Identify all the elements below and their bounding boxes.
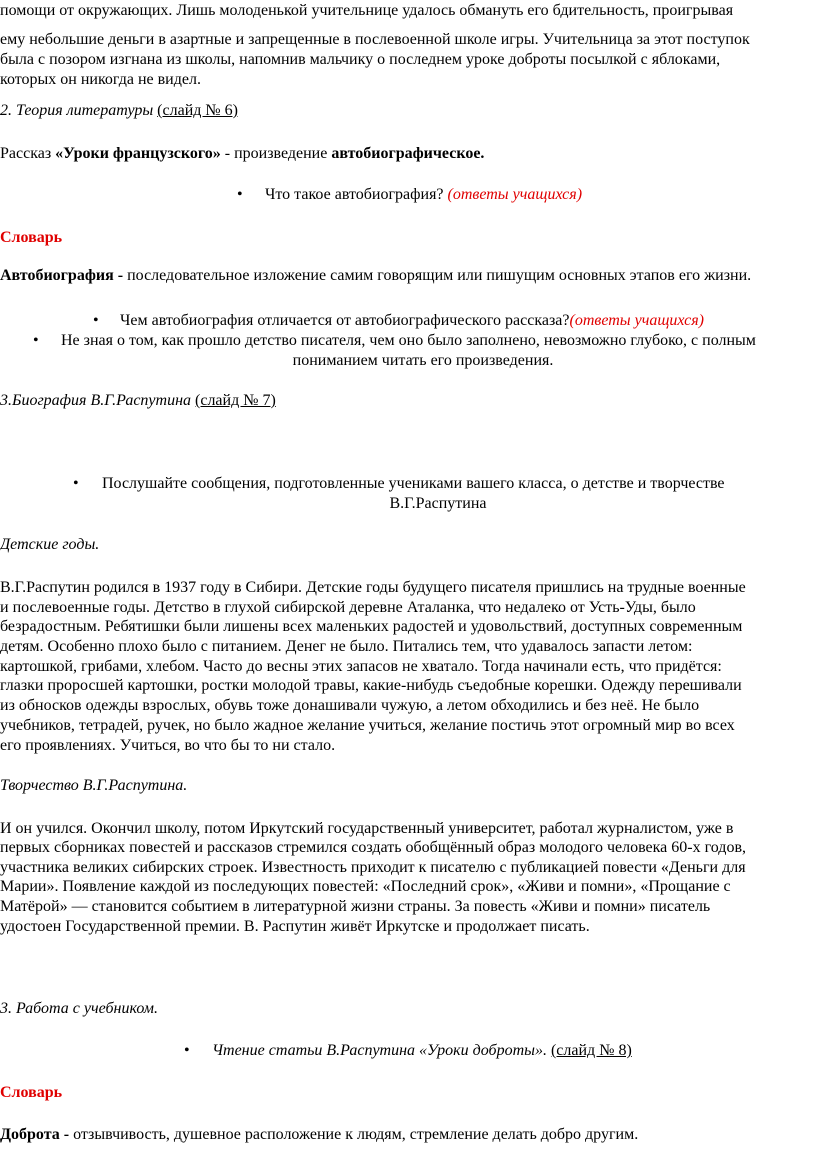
- text-line: участника великих сибирских строек. Известность приходит к писателю с публикацией повести «Деньги для: [0, 859, 746, 876]
- section-heading-biography: [0, 391, 276, 410]
- answer-note: (ответы учащихся): [569, 312, 704, 329]
- text-line: и послевоенные годы. Детство в глухой сибирской деревне Аталанка, что недалеко от Усть-Уды, было: [0, 599, 696, 616]
- text-line: картошкой, грибами, хлебом. Часто до весны этих запасов не хватало. Тогда начинали есть, что придётся:: [0, 658, 722, 675]
- listen-line: В.Г.Распутина: [389, 495, 487, 512]
- vocabulary-heading: Словарь: [0, 1084, 63, 1101]
- text-line: его проявлениях. Учиться, во что бы то ни стало.: [0, 737, 336, 754]
- term: Автобиография -: [0, 267, 128, 284]
- vocabulary-heading: Словарь: [0, 229, 63, 246]
- question-text: Чем автобиография отличается от автобиографического рассказа?: [120, 312, 570, 329]
- creativity-heading: Творчество В.Г.Распутина.: [0, 777, 188, 794]
- slide-link[interactable]: (слайд № 8): [550, 1042, 632, 1059]
- answer-note: (ответы учащихся): [447, 186, 583, 203]
- text-line: В.Г.Распутин родился в 1937 году в Сибири. Детские годы будущего писателя пришлись на трудные военные: [0, 579, 746, 596]
- text-line: Матёрой» — становится событием в литературной жизни страны. За повесть «Живи и помни» писатель: [0, 898, 711, 915]
- text-line: безрадостным. Ребятишки были лишены всех маленьких радостей и удовольствий, доступных современным: [0, 618, 743, 635]
- bullet-icon: •: [33, 332, 39, 349]
- text-line: Марии». Появление каждой из последующих повестей: «Последний срок», «Живи и помни», «Прощание с: [0, 878, 731, 895]
- story-title: «Уроки французского»: [55, 145, 221, 162]
- question-text: Что такое автобиография?: [265, 186, 448, 203]
- text-line: ему небольшие деньги в азартные и запрещенные в послевоенной школе игры. Учительница за этот поступок: [0, 31, 750, 48]
- bullet-icon: •: [184, 1042, 190, 1059]
- text-line: удостоен Государственной премии. В. Распутин живёт Иркутске и продолжает писать.: [0, 918, 590, 935]
- text-line: помощи от окружающих. Лишь молоденькой учительнице удалось обмануть его бдительность, проигрывая: [0, 2, 734, 19]
- bullet-icon: •: [93, 312, 99, 329]
- text: - произведение: [220, 145, 332, 162]
- text-line: глазки проросшей картошки, ростки молодой травы, какие-нибудь съедобные корешки. Одежду перешивали: [0, 677, 742, 694]
- text-line: первых сборниках повестей и рассказов стремился создать обобщённый образ молодого человека 60-х годов,: [0, 839, 746, 856]
- bullet-icon: •: [237, 186, 243, 203]
- statement-line: Не зная о том, как прошло детство писателя, чем оно было заполнено, невозможно глубоко, с полным: [61, 332, 756, 349]
- text-line: детям. Особенно плохо было с питанием. Денег не было. Питались тем, что удавалось запасти летом:: [0, 638, 693, 655]
- bullet-icon: •: [73, 475, 79, 492]
- question-what-is-autobiography: [265, 185, 582, 204]
- section-heading-theory: [0, 101, 238, 120]
- slide-link[interactable]: (слайд № 7): [195, 392, 276, 409]
- term: Доброта -: [0, 1126, 74, 1143]
- text-line: И он учился. Окончил школу, потом Иркутский государственный университет, работал журналистом, уже в: [0, 820, 734, 837]
- story-line: [0, 144, 484, 163]
- childhood-heading: Детские годы.: [0, 536, 100, 553]
- reading-task: [212, 1041, 632, 1060]
- question-difference: [120, 311, 704, 330]
- text: Рассказ: [0, 145, 56, 162]
- definition: отзывчивость, душевное расположение к людям, стремление делать добро другим.: [73, 1126, 639, 1143]
- section-heading-textbook: 3. Работа с учебником.: [0, 1000, 158, 1017]
- section-title: 3.Биография В.Г.Распутина: [0, 392, 192, 409]
- vocabulary-entry-autobiography: [0, 266, 751, 285]
- story-genre: автобиографическое.: [331, 145, 485, 162]
- text-line: была с позором изгнана из школы, напомнив мальчику о последнем уроке доброты посылкой с яблоками,: [0, 51, 721, 68]
- text-line: которых он никогда не видел.: [0, 71, 201, 88]
- definition: последовательное изложение самим говорящим или пишущим основных этапов его жизни.: [127, 267, 752, 284]
- text-line: учебников, тетрадей, ручек, но было жадное желание учиться, желание постичь этот огромный мир во всех: [0, 717, 735, 734]
- reading-text: Чтение статьи В.Распутина «Уроки доброты».: [212, 1042, 547, 1059]
- listen-line: Послушайте сообщения, подготовленные учениками вашего класса, о детстве и творчестве: [102, 475, 725, 492]
- slide-link[interactable]: (слайд № 6): [157, 102, 238, 119]
- section-title: 2. Теория литературы: [0, 102, 154, 119]
- statement-line: пониманием читать его произведения.: [292, 352, 554, 369]
- vocabulary-entry-kindness: [0, 1125, 638, 1144]
- text-line: из обносков одежды взрослых, обувь тоже донашивали чужую, а летом обходились и без неё. Не было: [0, 697, 700, 714]
